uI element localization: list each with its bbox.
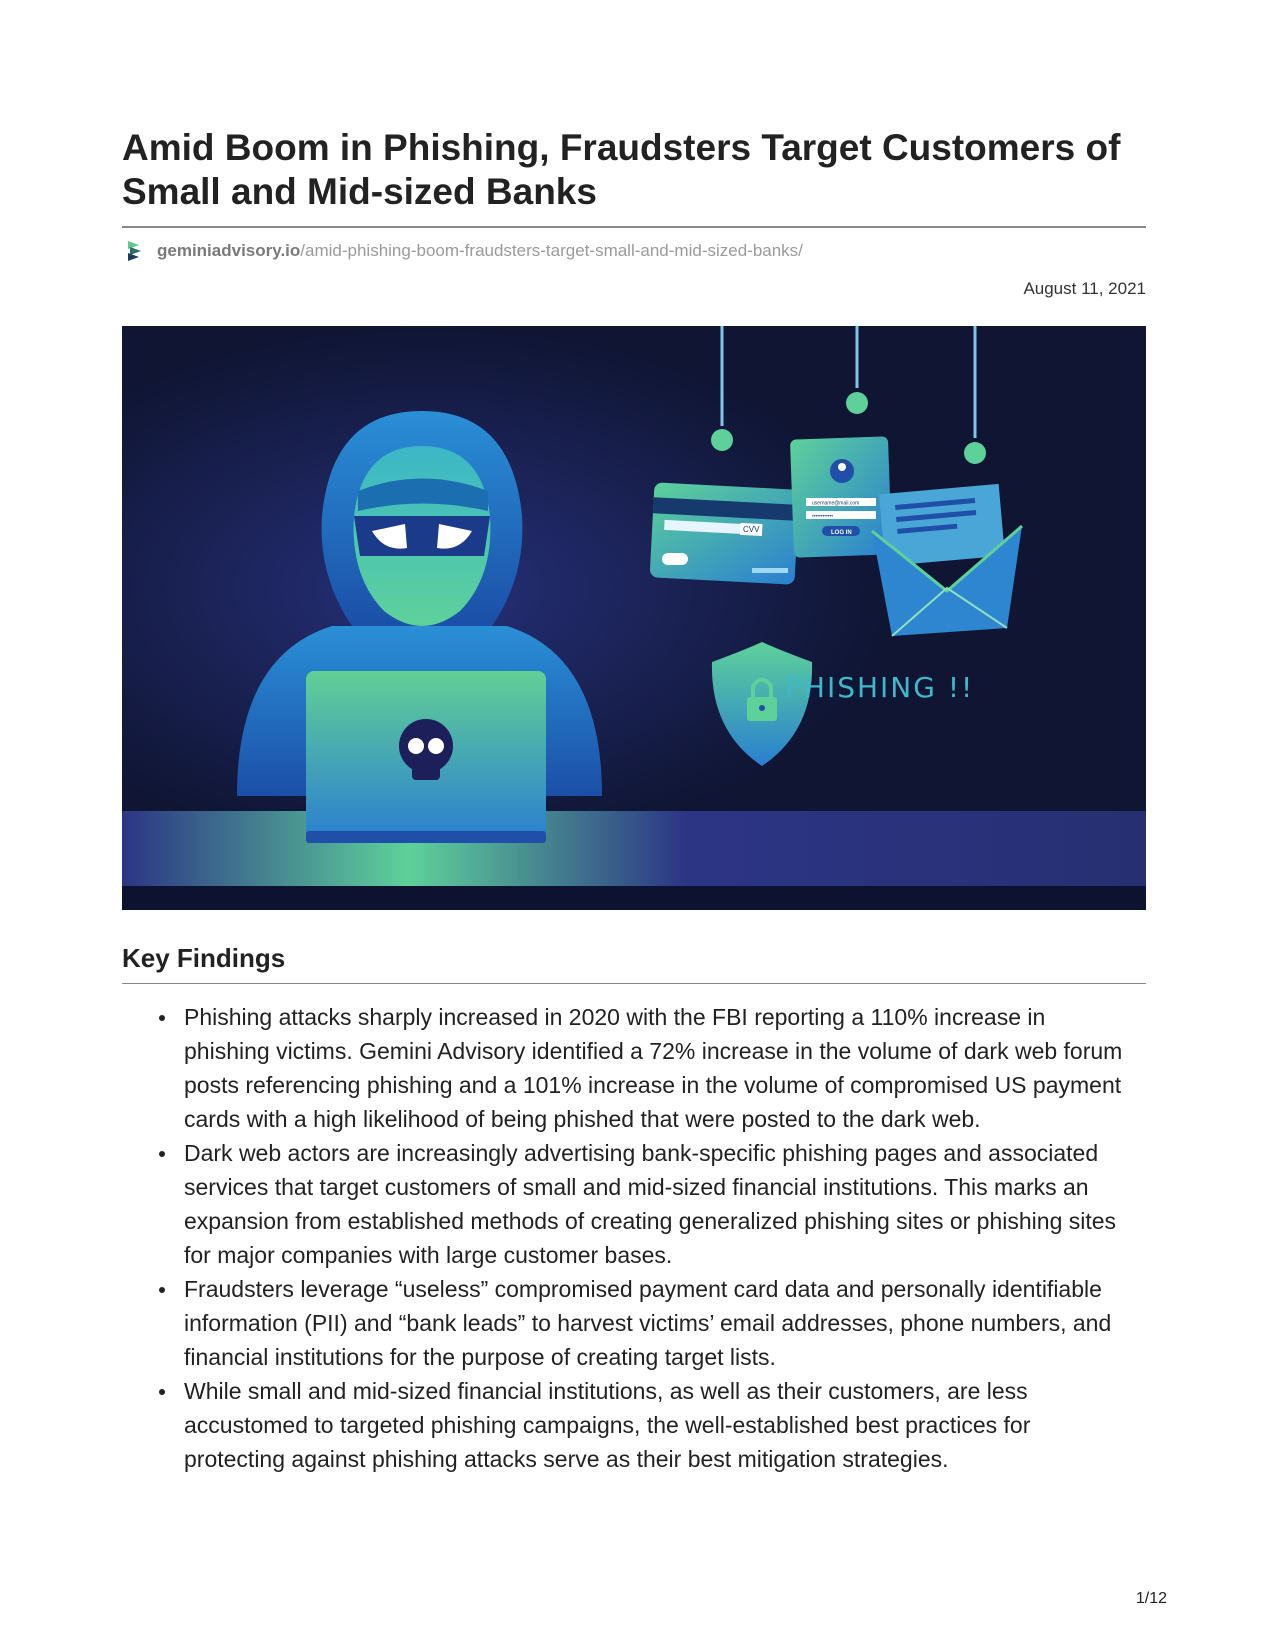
key-findings-list xyxy=(122,1000,1132,1476)
card-cvv-label: CVV xyxy=(743,525,760,534)
title-divider xyxy=(122,226,1146,228)
login-password-field: •••••••••••• xyxy=(812,513,834,520)
section-divider xyxy=(122,983,1146,984)
list-item: Fraudsters leverage “useless” compromised payment card data and personally identifiable information (PII) and “bank leads” to harvest victims’ email addresses, phone numbers, and financial institutions for the purpose of creating target lists. xyxy=(184,1272,1132,1374)
source-link[interactable] xyxy=(122,239,803,263)
phishing-label: PHISHING !! xyxy=(785,671,975,704)
gemini-advisory-logo-icon xyxy=(126,239,144,263)
envelope-icon xyxy=(872,484,1022,636)
list-item: While small and mid-sized financial institutions, as well as their customers, are less accustomed to targeted phishing campaigns, the well-established best practices for protecting against phishing attacks serve as their best mitigation strategies. xyxy=(184,1374,1132,1476)
source-domain[interactable]: geminiadvisory.io xyxy=(157,241,301,260)
hero-illustration xyxy=(122,326,1146,910)
list-item: Dark web actors are increasingly advertising bank-specific phishing pages and associated services that target customers of small and mid-sized financial institutions. This marks an expansion from established methods of creating generalized phishing sites or phishing sites for major companies with large customer bases. xyxy=(184,1136,1132,1272)
publish-date: August 11, 2021 xyxy=(1023,279,1146,298)
list-item: Phishing attacks sharply increased in 2020 with the FBI reporting a 110% increase in phishing victims. Gemini Advisory identified a 72% increase in the volume of dark web forum posts referencing phishing and a 101% increase in the volume of compromised US payment cards with a high likelihood of being phished that were posted to the dark web. xyxy=(184,1000,1132,1136)
source-path[interactable]: /amid-phishing-boom-fraudsters-target-small-and-mid-sized-banks/ xyxy=(300,241,803,260)
credit-card-icon xyxy=(650,482,800,584)
login-email-field: username@mail.com xyxy=(812,500,860,507)
section-heading: Key Findings xyxy=(122,943,286,973)
login-button-label: LOG IN xyxy=(831,530,852,536)
article-title: Amid Boom in Phishing, Fraudsters Target Customers of Small and Mid-sized Banks xyxy=(122,127,1121,212)
page-number: 1/12 xyxy=(1135,1590,1167,1607)
